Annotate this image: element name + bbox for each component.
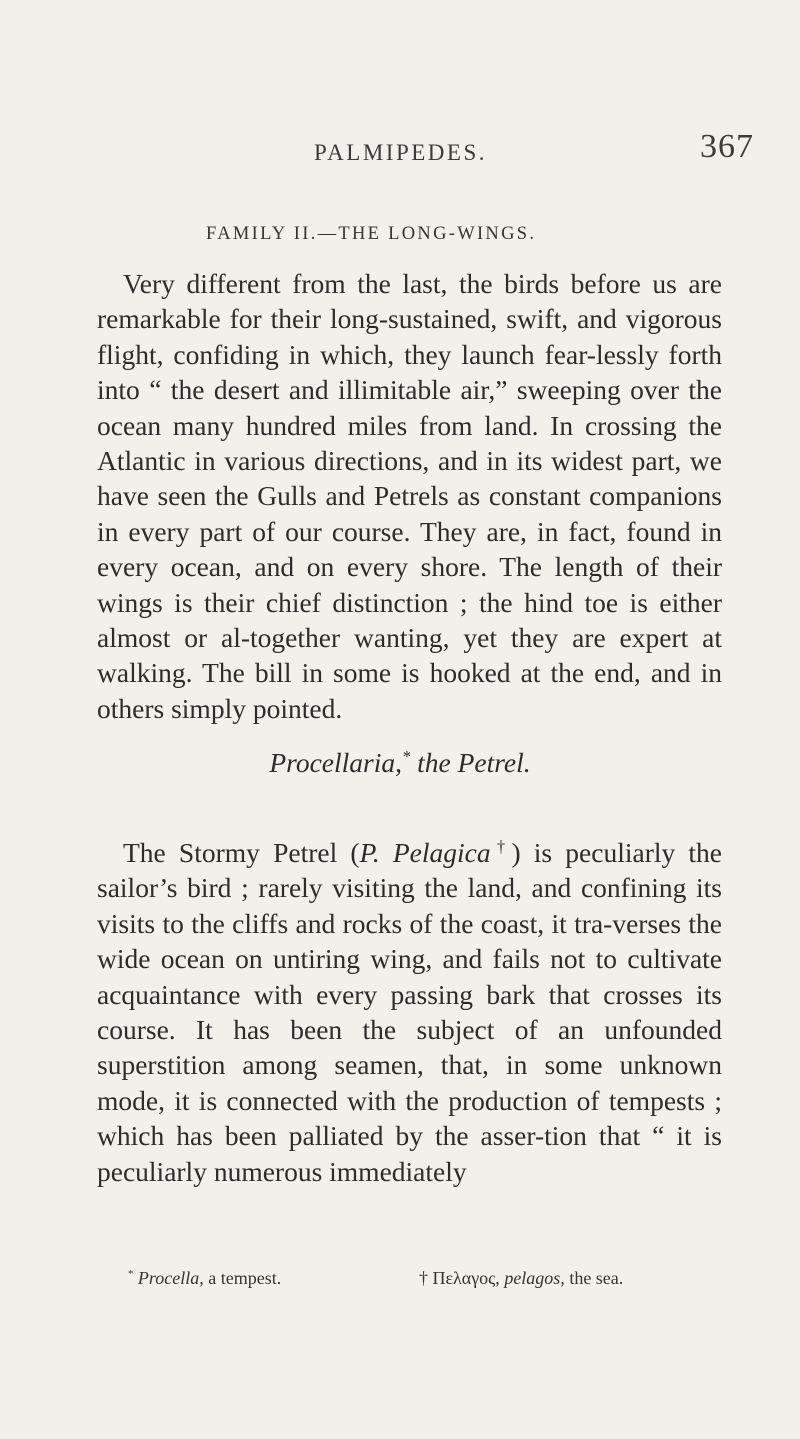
footnote-1 — [128, 1268, 281, 1289]
species-name: P. Pelagica — [359, 837, 491, 868]
footnote-1-term: Procella, — [137, 1268, 204, 1288]
paragraph-stormy-petrel — [97, 835, 722, 1189]
footnote-1-definition: a tempest. — [203, 1268, 282, 1288]
footnote-1-marker: * — [128, 1268, 134, 1280]
footnote-2-greek: Πελαγος, — [432, 1268, 500, 1288]
para2-rest: ) is peculiarly the sailor’s bird ; rarely visiting the land, and confining its visits to the cliffs and rocks of the coast, it tra-verses the wide ocean on untiring wing, and fails not to cultivate acquaintance with every passing bark that crosses its course. It has been the subject of an unfounded superstition among seamen, that, in some unknown mode, it is connected with the production of tempests ; which has been palliated by the asser-tion that “ it is peculiarly numerous immediately — [97, 837, 723, 1187]
common-name: the Petrel. — [410, 747, 531, 778]
footnote-2-definition: the sea. — [564, 1268, 624, 1288]
footnote-2-term: pelagos, — [504, 1268, 565, 1288]
footnote-marker-1: * — [401, 746, 411, 766]
para2-lead: The Stormy Petrel ( — [123, 837, 360, 868]
section-heading-petrel — [0, 747, 800, 779]
family-heading: FAMILY II.—THE LONG-WINGS. — [206, 224, 537, 244]
paragraph-long-wings: Very different from the last, the birds before us are remarkable for their long-sustained, swift, and vigorous flight, confiding in which, they launch fear-lessly forth into “ the desert and illimitable air,” sweeping over the ocean many hundred miles from land. In crossing the Atlantic in various directions, and in its widest part, we have seen the Gulls and Petrels as constant companions in every part of our course. They are, in fact, found in every ocean, and on every shore. The length of their wings is their chief distinction ; the hind toe is either almost or al-together wanting, yet they are expert at walking. The bill in some is hooked at the end, and in others simply pointed. — [97, 268, 722, 724]
page-number: 367 — [700, 128, 754, 165]
footnote-2-marker: † — [419, 1268, 428, 1288]
footnotes — [128, 1268, 728, 1289]
running-head: PALMIPEDES. — [314, 140, 487, 165]
footnote-2 — [419, 1268, 623, 1289]
footnote-marker-2: † — [490, 836, 512, 856]
genus-name: Procellaria, — [269, 747, 402, 778]
